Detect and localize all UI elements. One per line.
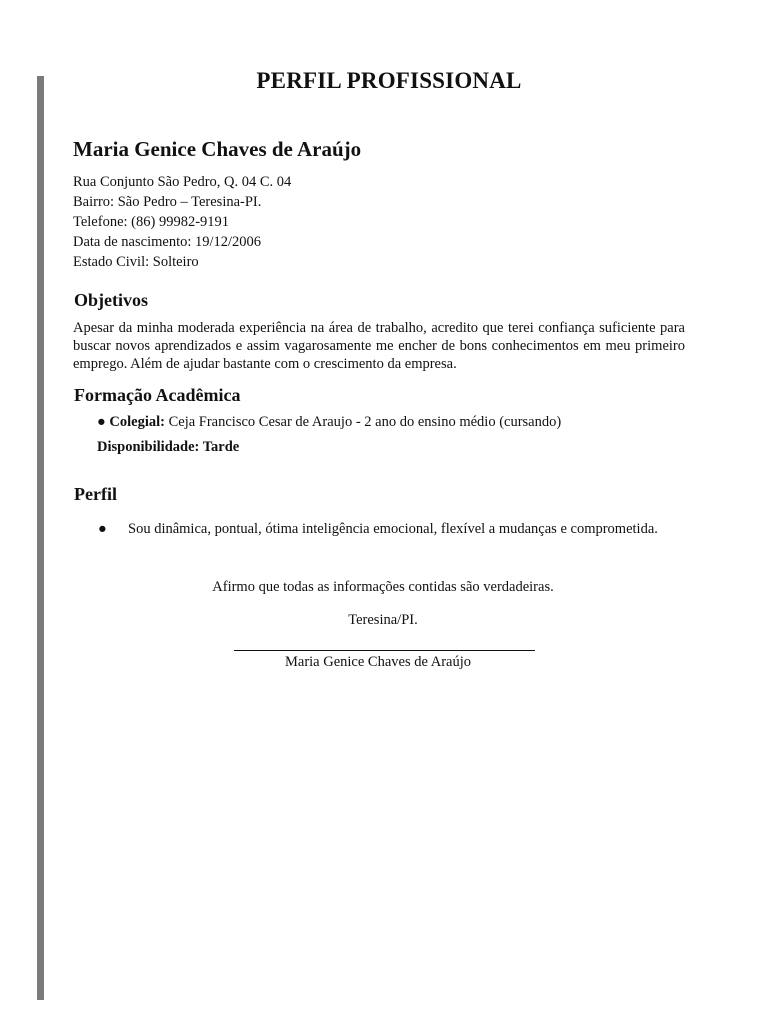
education-heading: Formação Acadêmica xyxy=(74,385,241,405)
neighborhood-line: Bairro: São Pedro – Teresina-PI. xyxy=(73,194,262,210)
place-line: Teresina/PI. xyxy=(348,612,418,628)
objectives-heading: Objetivos xyxy=(74,290,148,310)
bullet-icon: ● xyxy=(98,521,107,537)
education-value: Ceja Francisco Cesar de Araujo - 2 ano do ensino médio (cursando) xyxy=(168,414,562,430)
marital-status-line: Estado Civil: Solteiro xyxy=(73,254,199,270)
signature-name: Maria Genice Chaves de Araújo xyxy=(284,654,471,670)
phone-line: Telefone: (86) 99982-9191 xyxy=(73,214,230,230)
profile-item-text: Sou dinâmica, pontual, ótima inteligência emocional, flexível a mudanças e comprometida. xyxy=(128,521,658,537)
left-margin-bar xyxy=(37,76,44,1000)
education-label: Colegial: xyxy=(109,414,165,430)
birth-date-line: Data de nascimento: 19/12/2006 xyxy=(73,234,262,250)
document-title: PERFIL PROFISSIONAL xyxy=(256,68,522,93)
declaration-statement: Afirmo que todas as informações contidas são verdadeiras. xyxy=(212,579,554,595)
availability-line: Disponibilidade: Tarde xyxy=(97,439,240,455)
profile-item xyxy=(98,521,658,538)
bullet-icon: ● xyxy=(97,414,106,430)
address-line: Rua Conjunto São Pedro, Q. 04 C. 04 xyxy=(73,174,292,190)
objectives-text: Apesar da minha moderada experiência na área de trabalho, acredito que terei confiança suficiente para buscar novos aprendizados e assim vagarosamente me encher de bons conhecimentos em meu primeiro emprego. Além de ajudar bastante com o crescimento da empresa. xyxy=(73,320,685,372)
profile-heading: Perfil xyxy=(74,484,117,504)
contact-block xyxy=(73,172,291,272)
signature-line xyxy=(234,650,535,651)
candidate-name: Maria Genice Chaves de Araújo xyxy=(73,137,362,161)
education-item xyxy=(97,414,561,431)
